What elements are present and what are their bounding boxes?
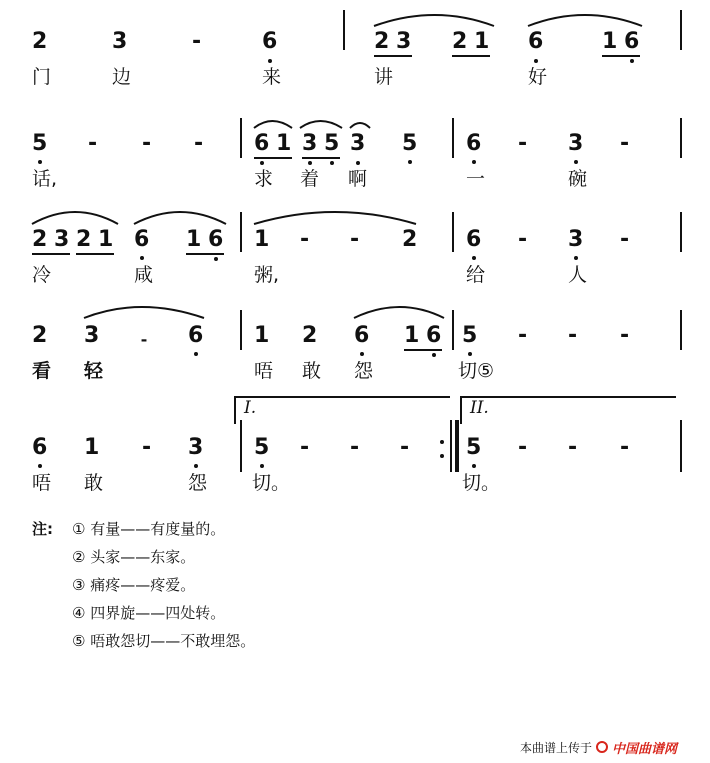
footnote-text: 四界旋——四处转。 <box>90 604 226 622</box>
lyric: 求 <box>254 168 274 190</box>
note: 6 <box>208 227 224 252</box>
note: 1 <box>254 323 270 348</box>
note: 3 <box>54 227 70 252</box>
footnote-item <box>72 548 195 566</box>
note: 6 <box>262 29 278 54</box>
note: 3 <box>84 323 100 348</box>
dash: - <box>568 323 578 348</box>
note: 6 <box>426 323 442 348</box>
note: 2 <box>76 227 92 252</box>
note: 2 <box>374 29 390 54</box>
lyric: 讲 <box>374 66 394 88</box>
lyric: 一 <box>466 168 486 190</box>
slur <box>374 15 494 26</box>
note: 1 <box>602 29 618 54</box>
note: 3 <box>302 131 318 156</box>
lyric: 碗 <box>568 168 588 190</box>
dot-dash: ⁃ <box>140 330 148 349</box>
lyric: 门 <box>32 66 52 88</box>
dash: - <box>518 323 528 348</box>
lyric: 着 <box>300 168 320 190</box>
note: 6 <box>466 131 482 156</box>
slur <box>528 15 642 26</box>
dash: - <box>620 435 630 460</box>
volta-label-2: II. <box>470 398 489 418</box>
note: 2 <box>402 227 418 252</box>
octave-dot <box>38 160 42 164</box>
note: 1 <box>84 435 100 460</box>
slur <box>354 307 444 318</box>
slur <box>350 123 370 128</box>
slur <box>134 212 226 224</box>
footnote-text: 头家——东家。 <box>90 548 196 566</box>
note: 6 <box>134 227 150 252</box>
octave-dot <box>408 160 412 164</box>
dash: - <box>350 435 360 460</box>
lyric: 切。 <box>462 472 501 494</box>
note: 3 <box>568 227 584 252</box>
lyric: 咸 <box>134 264 154 286</box>
lyric: 看 <box>32 360 52 382</box>
octave-dot <box>214 257 218 261</box>
lyric: 话, <box>32 168 58 190</box>
note: 3 <box>568 131 584 156</box>
octave-dot <box>38 464 42 468</box>
note: 1 <box>276 131 292 156</box>
dash: - <box>142 131 152 156</box>
octave-dot <box>472 160 476 164</box>
lyric: 敢 <box>302 360 322 382</box>
slur <box>254 121 292 128</box>
footnote-text: 唔敢怨切——不敢埋怨。 <box>90 632 256 650</box>
lyric: 轻 <box>84 360 104 382</box>
dash: - <box>194 131 204 156</box>
lyric: 唔 <box>32 472 52 494</box>
lyric: 怨 <box>188 472 208 494</box>
note: 5 <box>462 323 478 348</box>
octave-dot <box>574 160 578 164</box>
dash: - <box>518 227 528 252</box>
dash: - <box>88 131 98 156</box>
octave-dot <box>194 464 198 468</box>
octave-dot <box>468 352 472 356</box>
note: 3 <box>188 435 204 460</box>
lyric: 来 <box>262 66 282 88</box>
lyric: 冷 <box>32 264 52 286</box>
slur <box>254 212 416 224</box>
lyric: 切⑤ <box>458 360 495 382</box>
note: 1 <box>186 227 202 252</box>
note: 5 <box>402 131 418 156</box>
note: 6 <box>354 323 370 348</box>
note: 6 <box>466 227 482 252</box>
note: 1 <box>98 227 114 252</box>
dash: - <box>518 131 528 156</box>
octave-dot <box>260 161 264 165</box>
octave-dot <box>356 161 360 165</box>
note: 6 <box>528 29 544 54</box>
lyric: 敢 <box>84 472 104 494</box>
dash: - <box>192 29 202 54</box>
slur <box>84 307 204 318</box>
note: 1 <box>254 227 270 252</box>
dash: - <box>400 435 410 460</box>
note: 5 <box>466 435 482 460</box>
note: 3 <box>350 131 366 156</box>
octave-dot <box>260 464 264 468</box>
dash: - <box>300 227 310 252</box>
octave-dot <box>534 59 538 63</box>
dash: - <box>142 435 152 460</box>
dash: - <box>518 435 528 460</box>
lyric: 切。 <box>252 472 291 494</box>
dash: - <box>620 131 630 156</box>
note: 2 <box>32 29 48 54</box>
lyric: 粥, <box>254 264 280 286</box>
lyric: 怨 <box>354 360 374 382</box>
footnote-mark: ① <box>72 520 86 538</box>
lyric: 啊 <box>348 168 368 190</box>
note: 6 <box>624 29 640 54</box>
lyric: 给 <box>466 264 486 286</box>
octave-dot <box>140 256 144 260</box>
octave-dot <box>472 256 476 260</box>
footer-watermark <box>520 738 677 756</box>
site-logo-icon <box>596 741 608 753</box>
dash: - <box>620 227 630 252</box>
note: 2 <box>452 29 468 54</box>
octave-dot <box>194 352 198 356</box>
site-name[interactable]: 中国曲谱网 <box>612 741 678 757</box>
note: 5 <box>324 131 340 156</box>
octave-dot <box>330 161 334 165</box>
footnote-text: 有量——有度量的。 <box>90 520 226 538</box>
footnote-mark: ④ <box>72 604 86 622</box>
note: 6 <box>254 131 270 156</box>
octave-dot <box>308 161 312 165</box>
note: 3 <box>112 29 128 54</box>
lyric: 好 <box>528 66 548 88</box>
octave-dot <box>630 59 634 63</box>
footnote-item <box>72 576 195 594</box>
footnote-mark: ⑤ <box>72 632 86 650</box>
note: 6 <box>32 435 48 460</box>
octave-dot <box>472 464 476 468</box>
footnote-item <box>72 520 225 538</box>
upload-text: 本曲谱上传于 <box>520 740 593 755</box>
note: 1 <box>404 323 420 348</box>
lyric: 人 <box>568 264 588 286</box>
octave-dot <box>574 256 578 260</box>
dash: - <box>300 435 310 460</box>
volta-label-1: I. <box>244 398 257 418</box>
octave-dot <box>432 353 436 357</box>
note: 2 <box>32 227 48 252</box>
footnote-mark: ② <box>72 548 86 566</box>
dash: - <box>350 227 360 252</box>
dash: - <box>620 323 630 348</box>
note: 6 <box>188 323 204 348</box>
slur <box>32 212 118 224</box>
note: 3 <box>396 29 412 54</box>
footnotes-title: 注: <box>32 520 53 538</box>
footnote-mark: ③ <box>72 576 86 594</box>
note: 2 <box>32 323 48 348</box>
octave-dot <box>360 352 364 356</box>
footnote-text: 痛疼——疼爱。 <box>90 576 196 594</box>
footnote-item <box>72 632 255 650</box>
octave-dot <box>268 59 272 63</box>
dash: - <box>568 435 578 460</box>
note: 1 <box>474 29 490 54</box>
note: 2 <box>302 323 318 348</box>
lyric: 边 <box>112 66 132 88</box>
note: 5 <box>254 435 270 460</box>
slur <box>300 121 342 128</box>
footnote-item <box>72 604 225 622</box>
note: 5 <box>32 131 48 156</box>
lyric: 唔 <box>254 360 274 382</box>
